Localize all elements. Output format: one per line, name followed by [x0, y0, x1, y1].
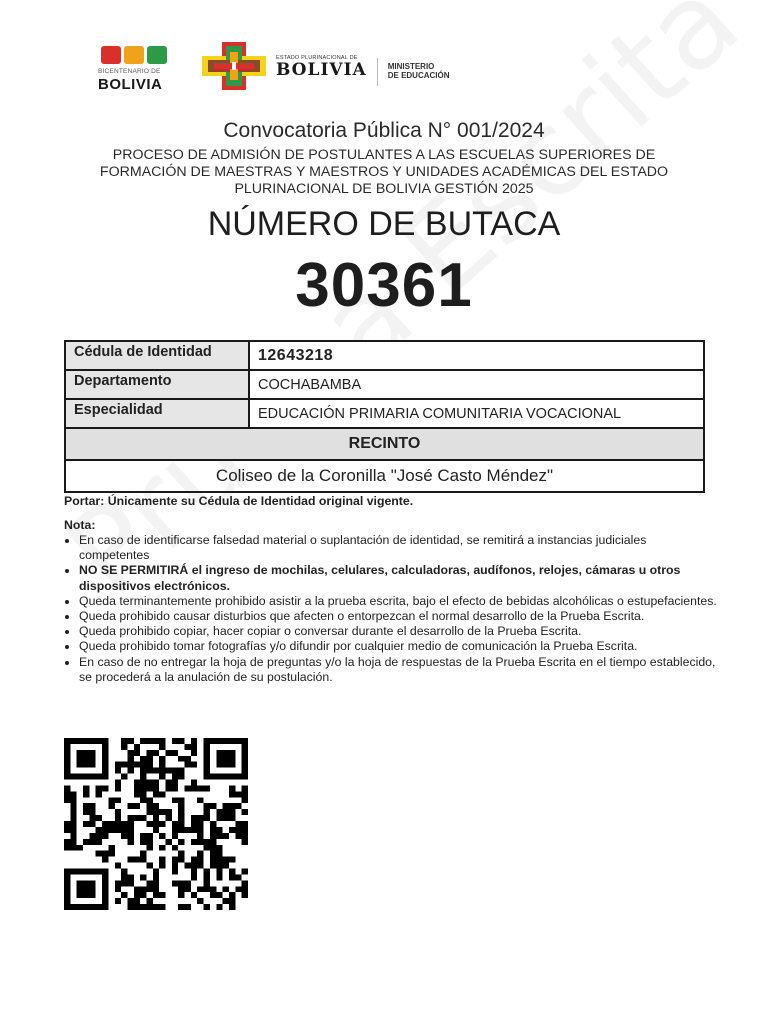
estado-plurinacional-logo: [276, 55, 367, 79]
estado-top-text: ESTADO PLURINACIONAL DE: [276, 55, 358, 61]
applicant-info-table: [64, 340, 705, 493]
bicentenario-top-text: BICENTENARIO DE: [98, 68, 161, 75]
recinto-label: RECINTO: [65, 428, 704, 460]
bicentenario-logo: [98, 40, 182, 96]
list-item: • En caso de identificarse falsedad material o suplantación de identidad, se remitirá a instancias judiciales competentes: [79, 533, 719, 563]
especialidad-value: EDUCACIÓN PRIMARIA COMUNITARIA VOCACIONAL: [249, 399, 704, 428]
qr-code: [64, 738, 248, 910]
table-row: [65, 341, 704, 370]
cedula-label: Cédula de Identidad: [65, 341, 249, 370]
nota-heading: Nota:: [64, 518, 96, 532]
departamento-label: Departamento: [65, 370, 249, 399]
list-item: • Queda prohibido causar disturbios que afecten o entorpezcan el normal desarrollo de la Prueba Escrita.: [79, 609, 719, 624]
list-item: • En caso de no entregar la hoja de preguntas y/o la hoja de respuestas de la Prueba Escrita en el tiempo establecido, se procederá a la anulación de su postulación.: [79, 655, 719, 685]
ministerio-logo: [388, 62, 450, 80]
especialidad-label: Especialidad: [65, 399, 249, 428]
ministerio-line2: DE EDUCACIÓN: [387, 71, 450, 80]
recinto-value: Coliseo de la Coronilla "José Casto Méndez": [65, 460, 704, 492]
bicentenario-name-text: BOLIVIA: [98, 76, 163, 93]
departamento-value: COCHABAMBA: [249, 370, 704, 399]
header-logos: [98, 40, 450, 96]
page-subtitle: PROCESO DE ADMISIÓN DE POSTULANTES A LAS ESCUELAS SUPERIORES DE FORMACIÓN DE MAESTRAS Y MAESTROS Y UNIDADES ACADÉMICAS DEL ESTADO PLURINACIONAL DE BOLIVIA GESTIÓN 2025: [99, 147, 669, 197]
list-item: • Queda terminantemente prohibido asistir a la prueba escrita, bajo el efecto de bebidas alcohólicas o estupefacientes.: [79, 594, 719, 609]
butaca-label: NÚMERO DE BUTACA: [207, 205, 561, 243]
cedula-value: 12643218: [249, 341, 704, 370]
page-title: Convocatoria Pública N° 001/2024: [223, 119, 545, 142]
list-item: • NO SE PERMITIRÁ el ingreso de mochilas, celulares, calculadoras, audífonos, relojes, cámaras u otros dispositivos electrónicos.: [79, 563, 719, 593]
list-item: • Queda prohibido copiar, hacer copiar o conversar durante el desarrollo de la Prueba Escrita.: [79, 624, 719, 639]
notes-list: [64, 533, 719, 685]
table-row: [65, 370, 704, 399]
estado-name-text: BOLIVIA: [276, 60, 367, 80]
estado-seal-icon: [198, 40, 270, 92]
butaca-number: 30361: [295, 251, 473, 320]
ministerio-line1: MINISTERIO: [387, 62, 435, 71]
table-row: [65, 399, 704, 428]
table-row: [65, 460, 704, 492]
logo-divider: [377, 58, 378, 86]
portar-instruction: Portar: Únicamente su Cédula de Identidad original vigente.: [64, 494, 414, 508]
table-row: [65, 428, 704, 460]
list-item: • Queda prohibido tomar fotografías y/o difundir por cualquier medio de comunicación la Prueba Escrita.: [79, 639, 719, 654]
